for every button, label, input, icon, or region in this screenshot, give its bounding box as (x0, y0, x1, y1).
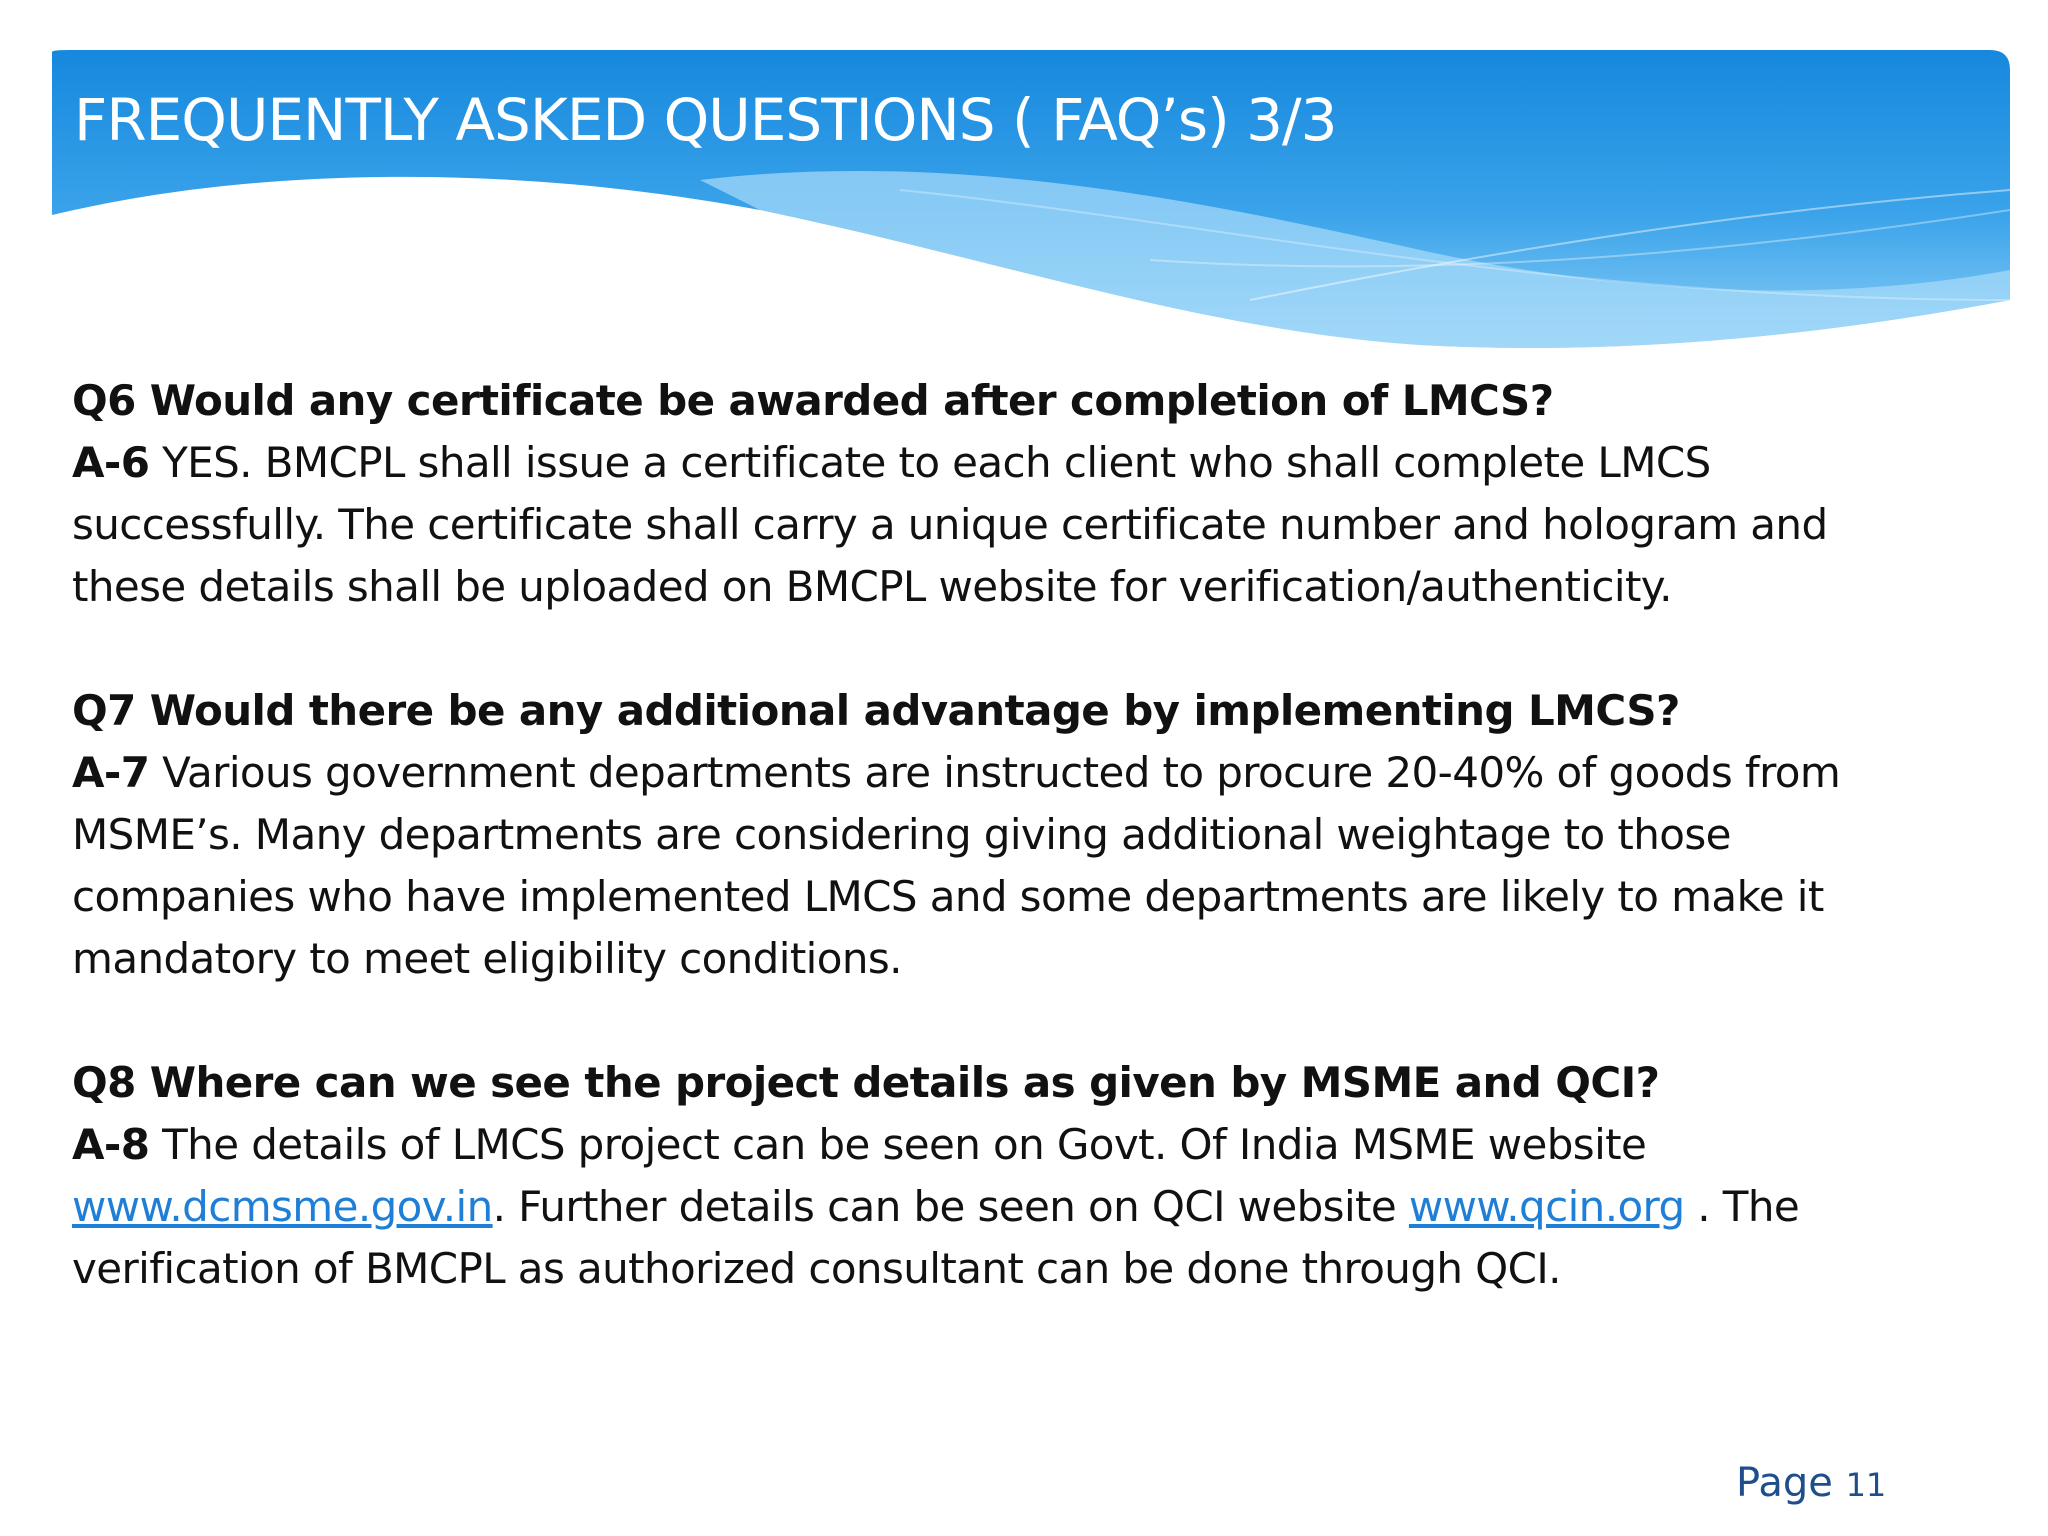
faq-answer-text: . Further details can be seen on QCI website (492, 1182, 1409, 1231)
faq-answer-line (72, 742, 1972, 804)
faq-answer-line: companies who have implemented LMCS and some departments are likely to make it (72, 872, 1824, 921)
dcmsme-link[interactable]: www.dcmsme.gov.in (72, 1182, 493, 1231)
faq-answer-text: Various government departments are instructed to procure 20-40% of goods from (162, 748, 1841, 797)
faq-answer-line: mandatory to meet eligibility conditions. (72, 934, 902, 983)
faq-answer-line: MSME’s. Many departments are considering giving additional weightage to those (72, 810, 1731, 859)
faq-question: Q7 Would there be any additional advantage by implementing LMCS? (72, 686, 1680, 735)
faq-answer-text: YES. BMCPL shall issue a certificate to each client who shall complete LMCS (149, 438, 1711, 487)
faq-answer-line (72, 1176, 1972, 1238)
faq-answer-label: A-7 (72, 748, 150, 797)
faq-answer-label: A-8 (72, 1120, 150, 1169)
page-number (1736, 1460, 1886, 1506)
faq-item-q7 (72, 680, 1972, 990)
faq-answer-line (72, 432, 1972, 494)
faq-item-q8 (72, 1052, 1972, 1300)
faq-question: Q6 Would any certificate be awarded after completion of LMCS? (72, 376, 1554, 425)
page-number-value: 11 (1845, 1466, 1887, 1504)
page-title: FREQUENTLY ASKED QUESTIONS ( FAQ’s) 3/3 (74, 86, 1337, 154)
faq-question: Q8 Where can we see the project details as given by MSME and QCI? (72, 1058, 1660, 1107)
faq-answer-label: A-6 (72, 438, 150, 487)
faq-list (72, 370, 1972, 1362)
faq-item-q6 (72, 370, 1972, 618)
header-banner (0, 0, 2048, 380)
faq-answer-line: verification of BMCPL as authorized consultant can be done through QCI. (72, 1244, 1561, 1293)
faq-answer-line (72, 1114, 1972, 1176)
page-label: Page (1736, 1460, 1833, 1506)
faq-answer-text: . The (1684, 1182, 1800, 1231)
qcin-link[interactable]: www.qcin.org (1408, 1182, 1685, 1231)
faq-answer-line: successfully. The certificate shall carry a unique certificate number and hologram and (72, 500, 1828, 549)
faq-answer-text: The details of LMCS project can be seen on Govt. Of India MSME website (149, 1120, 1647, 1169)
faq-answer-line: these details shall be uploaded on BMCPL website for verification/authenticity. (72, 562, 1672, 611)
